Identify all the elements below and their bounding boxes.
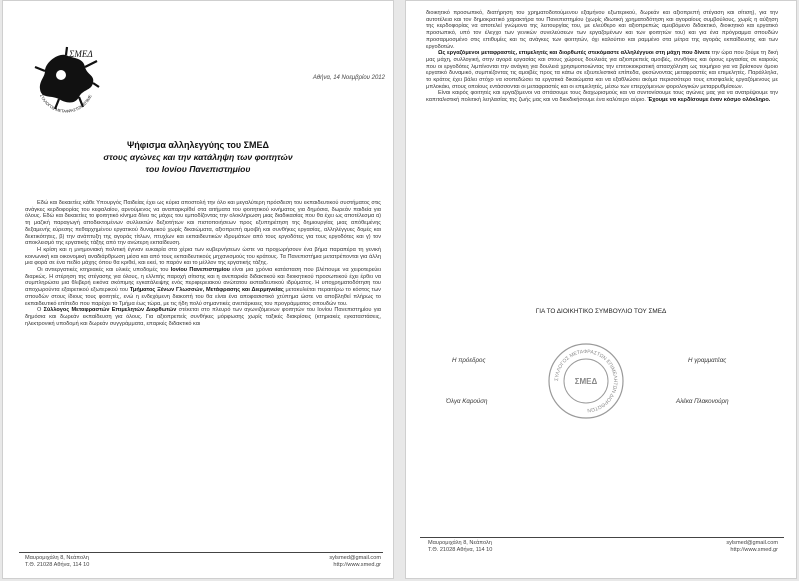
closing-slogan-bold: Έχουμε να κερδίσουμε έναν κόσμο ολόκληρο. <box>647 97 771 104</box>
association-stamp-icon <box>546 341 626 421</box>
title-line-1: Ψήφισμα αλληλεγγύης του ΣΜΕΔ <box>126 140 270 150</box>
paragraph-closing <box>426 90 778 103</box>
page2-body <box>426 10 778 104</box>
paragraph-1: Εδώ και δεκαετίες κάθε Υπουργός Παιδείας έχει ως κύρια αποστολή την όλο και μεγαλύτερη πρόσδεση του εκπαιδευτικού συστήματος στις ανάγκες κερδοφορίας του κεφαλαίου, αρνούμενος να αναπαρκρίθεί στα αιτήματα του φοιτητικού κινήματος για δημόσια, δωρεάν παιδεία για όλους. Εδώ και δεκαετίες το φοιτητικό κίνημα δίνει τις μάχες του εμποδίζοντας την ολοκλήρωση μιας διαδικασίας που θα έχει ως αποτέλεσμα α) τη μαζική παραγωγή αποδεκτομένων συλλεκτών δεξιοτήτων και πιστοποιήσεων προς εξυπηρέτηση της δημιουργίας μιας απόθεμένης δεξαμενής εύρεσης πεθαρχημένου εργατικού δυναμικού χωρίς δικαιώματα, αξιοπρεπή αμοιβή και συνθήκες εργασίας, αλληλέγγυες δομές και δεκτικότητες, β) την ανάπτυξη της αγοράς τίτλων, πτυχίων και εκπαιδευτικών ιδρυμάτων από τους εργοδότες για τους εργοδότες και γ) τον αποκλεισμό της εργατικής τάξης από την ανώτερη εκπαίδευση. <box>25 200 381 247</box>
ionian-university-bold: Ιονίου Πανεπιστημίου <box>170 267 230 274</box>
footer-website[interactable]: http://www.smed.gr <box>730 546 778 553</box>
page1-body <box>25 200 381 327</box>
stamp-text: ΣΜΕΔ <box>574 377 598 386</box>
title-line-2: στους αγώνες και την κατάληψη των φοιτητών <box>103 152 293 162</box>
paragraph-solidarity-text: την ώρα που ζούμε τη δική μας μάχη, συλλογική, στην αγορά εργασίας και στους χώρους δουλειάς για αξιοπρεπείς αμοιβές, συνθήκες και όρους εργασίας σε καιρούς που οι εργοδότες λιμπίνονται την ανάγκη για δουλειά χρησιμοποιώντας την επιτοκιοκρατική απασχόληση ως τεκμήριο για να βρίσκουν όμοιο εργατικό δυναμικό, συμπιέζοντας τις αμοιβές προς τα κάτω σε εξευτελιστικά επίπεδα, φεσώνοντας μεταφραστές και επιμελητές. Παράλληλα, το κράτος έχει βάλει στόχο να ισοπεδώσει τα εργατικά δικαιώματα και να εξαθλιώσει ακόμα περισσότερο τους επισφαλείς εργαζόμενους με μπλοκάκι, στους οποίους εντάσσονται οι μεταφραστές και οι επιμελητές, μέσω των επερχόμενων φορολογικών μεταρρυθμίσεων. <box>426 50 778 90</box>
document-title <box>3 139 393 175</box>
footer-contact <box>329 555 381 569</box>
signature-header: ΓΙΑ ΤΟ ΔΙΟΙΚΗΤΙΚΟ ΣΥΜΒΟΥΛΙΟ ΤΟΥ ΣΜΕΔ <box>535 308 667 315</box>
paragraph-solidarity <box>426 50 778 90</box>
secretary-name: Αλέκα Πλακονούρη <box>676 398 729 405</box>
paragraph-3-text: Οι αντιεργατικές κτηριακές και υλικές υποδομές του <box>37 267 171 274</box>
footer-address <box>25 555 89 569</box>
footer-contact <box>726 540 778 554</box>
footer-website[interactable]: http://www.smed.gr <box>333 561 381 568</box>
footer-address-line-2: Τ.Θ. 21028 Αθήνα, 114 10 <box>25 561 90 568</box>
paragraph-3-text: είναι μια χρόνια κατάσταση που βλέπουμε να χειροτερεύει διαρκώς. Η στέρηση της στέγασης για όλους, η ελλιπής παροχή σίτισης και η ανεπαρκία διδακτικού και διοικητικού προσωπικού έχει έρθει να συμπληρώσει μια θλιβερή εικόνα σκόπιμης εγκατάλειψης ενός περιφερειακού ανώτατου εκπαιδευτικού ιδρύματος. Η υποχρηματοδότηση του αποχωρούντα εξαιρετικού εξωτερικού του <box>25 267 381 294</box>
footer-address-line-2: Τ.Θ. 21028 Αθήνα, 114 10 <box>428 546 493 553</box>
smed-logo-icon <box>31 45 101 113</box>
president-name: Όλγα Καρούση <box>446 398 488 405</box>
president-role: Η πρόεδρος <box>452 357 486 364</box>
paragraph-3-text: μετακυλιέται περαιτέρω το κόστος των σπουδών στους ίδιους τους φοιτητές, ενώ η ενδεχόμενη διακοπή του θα είναι ένα αποφασιστικό χτύπημα ώστε να αποβληθεί πλήρως το εκπαιδευτικό επίπεδο που παρέχει το Τμήμα έως τώρα, με τις ήδη πολύ σημαντικές ανεπάρκειες του προγράμματος σπουδών του. <box>25 287 381 307</box>
document-date: Αθήνα, 14 Νοεμβρίου 2012 <box>312 75 385 81</box>
paragraph-4 <box>25 307 381 327</box>
footer-divider <box>19 552 383 553</box>
footer-address <box>428 540 492 554</box>
document-page-1 <box>2 0 394 579</box>
secretary-role: Η γραμματέας <box>688 357 727 364</box>
paragraph-3 <box>25 267 381 307</box>
logo-ring-text: ΣΥΛΛΟΓΟΣ ΜΕΤΑΦΡΑΣΤΩΝ ΕΠΙΜΕ <box>39 93 93 113</box>
title-line-3: του Ιονίου Πανεπιστημίου <box>145 164 251 174</box>
footer-email[interactable]: sylsmed@gmail.com <box>726 540 778 546</box>
document-page-2 <box>405 0 797 579</box>
association-name-bold: Σύλλογος Μεταφραστών Επιμελητών Διορθωτών <box>43 307 177 314</box>
paragraph-4-text: Ο <box>37 307 44 314</box>
footer-address-line-1: Μαυρομιχάλη 8, Νεάπολη <box>428 540 492 546</box>
footer-divider <box>420 537 784 538</box>
department-name-bold: Τμήματος Ξένων Γλωσσών, Μετάφρασης και Διερμηνείας <box>129 287 284 294</box>
paragraph-continued: διοικητικό προσωπικό, διατήρηση του χρηματοδοτούμενου εξαμήνου εξωτερικού, δωρεάν και αξιοπρεπή στέγαση και σίτιση), για την αυτοτέλεια και τον δημοκρατικό χαρακτήρα του Πανεπιστημίου (χωρίς ιδιωτική χρηματοδότηση και αγοραίους συμβούλους, χωρίς η αύξηση της κερδοφορίας να αποτελεί γνώμονα της λειτουργίας του, με ελεύθερο και αξιοπρεπώς αμειβόμενο διδακτικό, διοικητικό και εργατικό προσωπικό, υπό τον έλεγχο των γενικών συνελεύσεων των εργαζομένων και των φοιτητών του) και για ένα πρόγραμμα σπουδών προσαρμοσμένο στις επιθυμίες και τις ανάγκες των φοιτητών, όχι καλούπιο και ραμμένο στα μέτρα της αγοράς εκπαίδευσης και των εργοδοτών. <box>426 10 778 50</box>
paragraph-4-text: στέκεται στο πλευρό των αγωνιζόμενων φοιτητών του Ιονίου Πανεπιστημίου για δημόσια και δωρεάν εκπαίδευση για όλους. Για αξιοπρεπείς συνθήκες μόρφωσης χωρίς ταξικές διακρίσεις (κτηριακές εγκαταστάσεις, ηλεκτρονική υποδομή και δωρεάν συγγράμματα, επαρκές διδακτικό και <box>25 307 382 327</box>
stamp-ring-text: ΣΥΛΛΟΓΟΣ ΜΕΤΑΦΡΑΣΤΩΝ ΕΠΙΜΕΛΗΤΩΝ ΔΙΟΡΘΩΤΩΝ <box>553 348 619 414</box>
logo-text: ΣΜΕΔ <box>69 49 93 59</box>
footer-address-line-1: Μαυρομιχάλη 8, Νεάπολη <box>25 555 89 561</box>
paragraph-2: Η κρίση και η μνημονιακή πολιτική έγιναν ευκαιρία στα χέρια των κυβερνήσεων ώστε να προχωρήσουν ένα βήμα παραπέρα τη γενική κοινωνική και οικονομική αναδιάρθρωση μέσα και από τους εκπαιδευτικούς μηχανισμούς του κράτους. Τα Πανεπιστήμια μετατρέπονται για άλλη μια φορά σε ένα πεδίο μάχης όπου θα κριθεί, και εκεί, το παρόν και το μέλλον της εργατικής τάξης. <box>25 246 381 267</box>
solidarity-statement-bold: Ως εργαζόμενοι μεταφραστές, επιμελητές και διορθωτές στεκόμαστε αλληλέγγυοι στη μάχη που δίνετε <box>438 50 711 57</box>
paragraph-closing-text: Είναι καιρός φοιτητές και εργαζόμενοι να σπάσουμε τους διαχωρισμούς και να συντονίσουμε τους αγώνες μας για να ανατρέψουμε την καπιταλιστική πολιτική λεηλασίας της ζωής μας και να διεκδικήσουμε ένα καλύτερο αύριο. <box>426 90 778 104</box>
footer-email[interactable]: sylsmed@gmail.com <box>329 555 381 561</box>
